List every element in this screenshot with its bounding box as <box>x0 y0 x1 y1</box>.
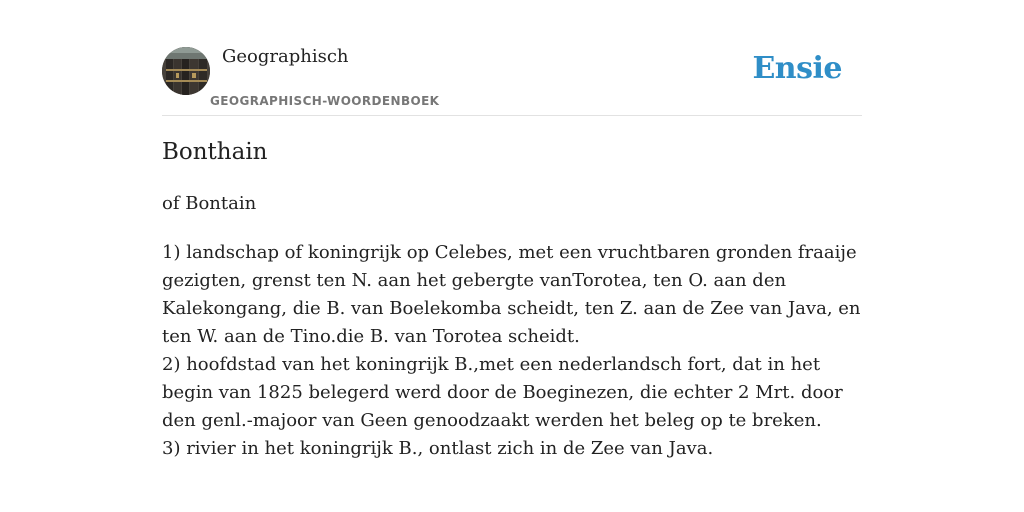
page-container <box>162 0 862 459</box>
definition-item: 2) hoofdstad van het koningrijk B.,met een nederlandsch fort, dat in het begin van 1825 belegerd werd door de Boeginezen, die echter 2 Mrt. door den genl.-majoor van Geen genoodzaakt werden het beleg op te breken. <box>162 354 843 431</box>
entry-body <box>162 239 862 463</box>
brand-logo-link[interactable]: Ensie <box>752 51 842 86</box>
book-avatar[interactable] <box>162 47 210 95</box>
book-title-link[interactable]: Geographisch <box>222 46 349 67</box>
entry-subtitle: of Bontain <box>162 193 257 214</box>
entry-title: Bonthain <box>162 139 268 165</box>
definition-item: 1) landschap of koningrijk op Celebes, met een vruchtbaren gronden fraaije gezigten, grenst ten N. aan het gebergte vanTorotea, ten O. aan den Kalekongang, die B. van Boelekomba scheidt, ten Z. aan de Zee van Java, en ten W. aan de Tino.die B. van Torotea scheidt. <box>162 242 861 347</box>
header <box>162 0 862 116</box>
book-slug-link[interactable]: GEOGRAPHISCH-WOORDENBOEK <box>210 94 440 108</box>
definition-item: 3) rivier in het koningrijk B., ontlast zich in de Zee van Java. <box>162 438 714 459</box>
book-cover-thumbnail-icon <box>162 47 210 95</box>
